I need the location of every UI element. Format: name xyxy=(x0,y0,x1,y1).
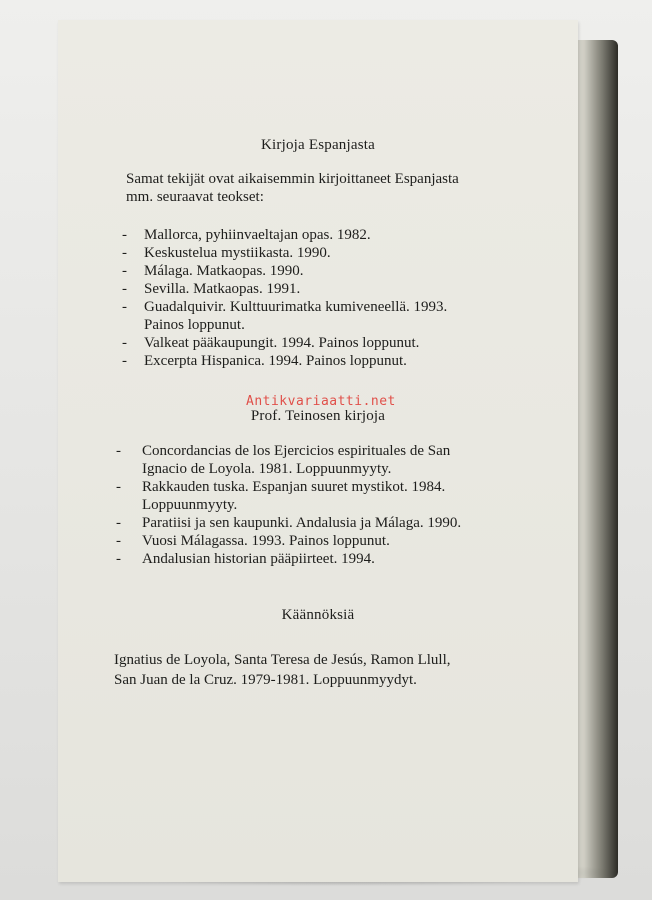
intro-paragraph xyxy=(126,170,566,206)
translations-paragraph xyxy=(114,650,574,690)
list-item: - Guadalquivir. Kulttuurimatka kumiveneellä. 1993. Painos loppunut. xyxy=(122,299,448,333)
book-back-cover-page xyxy=(58,20,578,882)
list-item: - Sevilla. Matkaopas. 1991. xyxy=(122,281,301,297)
intro-line-2: mm. seuraavat teokset: xyxy=(126,189,264,205)
list-item: - Málaga. Matkaopas. 1990. xyxy=(122,263,304,279)
list-item: - Concordancias de los Ejercicios espirituales de San Ignacio de Loyola. 1981. Loppuunmyyty. xyxy=(116,443,451,477)
section-title-books-spain: Kirjoja Espanjasta xyxy=(261,137,375,153)
intro-line-1: Samat tekijät ovat aikaisemmin kirjoittaneet Espanjasta xyxy=(126,171,459,187)
list-item: - Valkeat pääkaupungit. 1994. Painos loppunut. xyxy=(122,335,420,351)
list-item: - Andalusian historian pääpiirteet. 1994. xyxy=(116,551,375,567)
translations-line-1: Ignatius de Loyola, Santa Teresa de Jesús, Ramon Llull, xyxy=(114,652,451,668)
translations-line-2: San Juan de la Cruz. 1979-1981. Loppuunmyydyt. xyxy=(114,672,417,688)
teinonen-books-list xyxy=(116,442,461,568)
section-title-translations: Käännöksiä xyxy=(281,607,355,623)
list-item: - Mallorca, pyhiinvaeltajan opas. 1982. xyxy=(122,227,371,243)
section-title-teinonen-books: Prof. Teinosen kirjoja xyxy=(250,408,386,424)
list-item: - Excerpta Hispanica. 1994. Painos loppunut. xyxy=(122,353,407,369)
watermark: Antikvariaatti.net xyxy=(246,394,396,409)
books-spain-list xyxy=(122,226,447,370)
list-item: - Keskustelua mystiikasta. 1990. xyxy=(122,245,331,261)
list-item: - Rakkauden tuska. Espanjan suuret mystikot. 1984. Loppuunmyyty. xyxy=(116,479,446,513)
list-item: - Paratiisi ja sen kaupunki. Andalusia ja Málaga. 1990. xyxy=(116,515,462,531)
list-item: - Vuosi Málagassa. 1993. Painos loppunut. xyxy=(116,533,390,549)
